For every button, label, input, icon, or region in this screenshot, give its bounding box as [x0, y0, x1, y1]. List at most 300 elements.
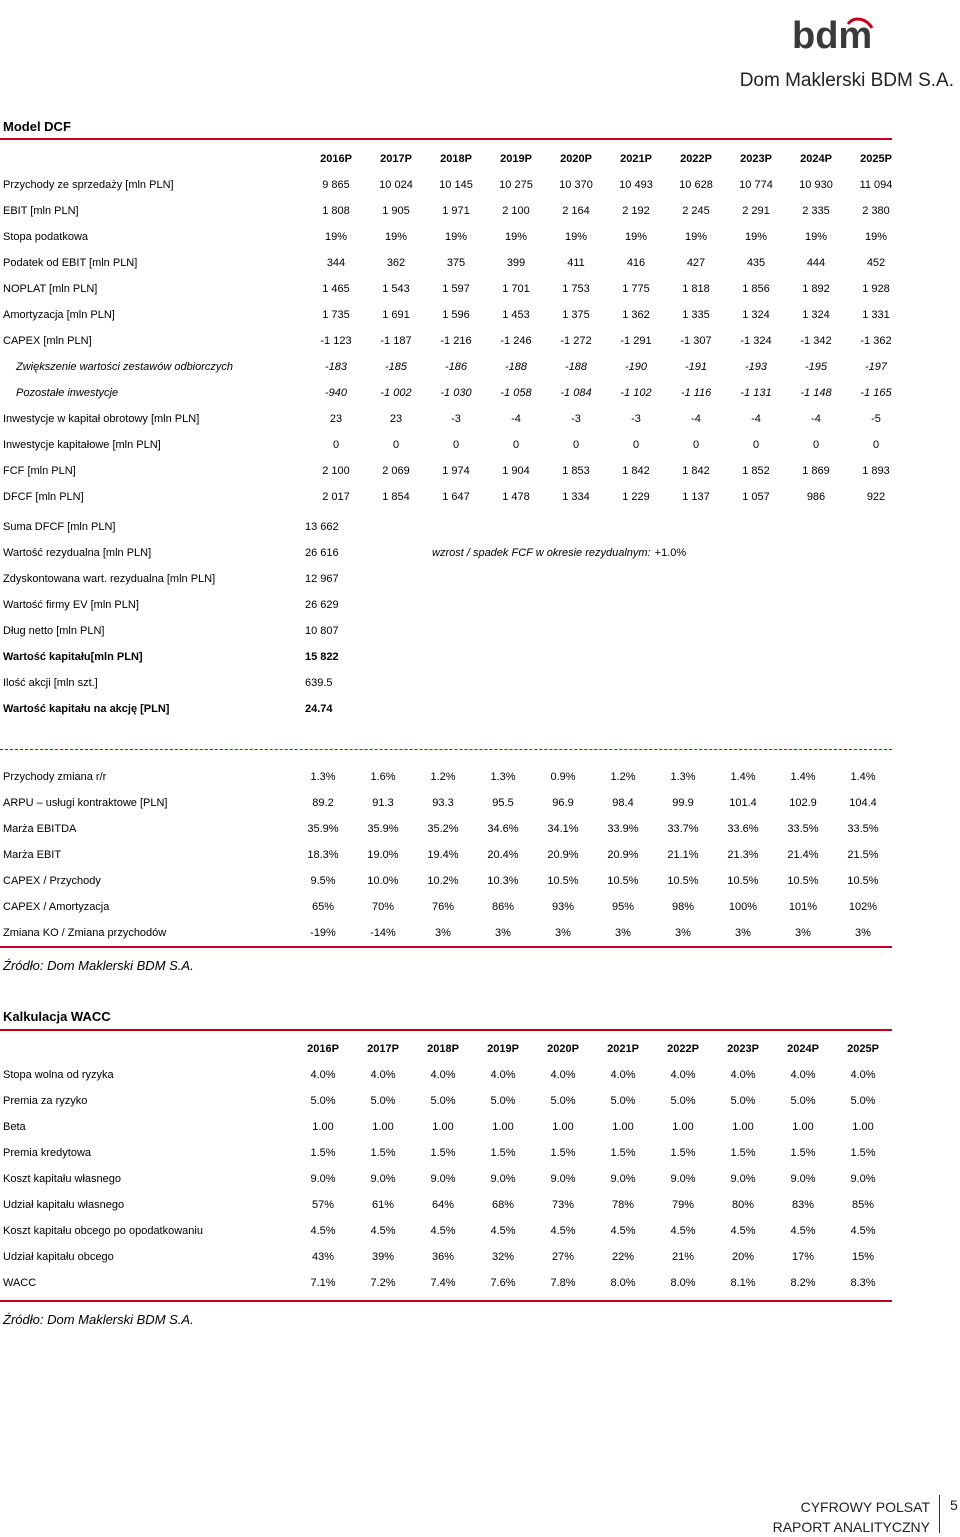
- row-value: 0: [632, 439, 640, 451]
- row-label: Premia kredytowa: [3, 1147, 92, 1159]
- dcf-ratios-table: [0, 764, 893, 946]
- row-value: 80%: [731, 1199, 755, 1211]
- table-row: [0, 816, 893, 842]
- row-value: 5.0%: [370, 1095, 396, 1107]
- row-value: 4.0%: [670, 1069, 696, 1081]
- row-value: 0: [392, 439, 400, 451]
- row-value: 9.0%: [790, 1173, 816, 1185]
- summary-label: Wartość kapitału na akcję [PLN]: [3, 703, 170, 715]
- row-value: 64%: [431, 1199, 455, 1211]
- row-value: -4: [811, 413, 821, 425]
- row-value: 1 465: [322, 283, 350, 295]
- row-value: 10.5%: [667, 875, 699, 887]
- year-header: 2020P: [560, 153, 592, 165]
- row-label: DFCF [mln PLN]: [3, 491, 84, 503]
- table-row: [0, 790, 893, 816]
- year-header: 2016P: [320, 153, 352, 165]
- summary-label: Wartość kapitału[mln PLN]: [3, 651, 143, 663]
- row-label: Koszt kapitału własnego: [3, 1173, 122, 1185]
- row-value: 34.1%: [547, 823, 579, 835]
- row-value: 10 024: [379, 179, 413, 191]
- row-value: -3: [571, 413, 581, 425]
- row-value: 1 701: [502, 283, 530, 295]
- table-row: [0, 1088, 893, 1114]
- row-value: 416: [626, 257, 646, 269]
- row-value: 9.0%: [370, 1173, 396, 1185]
- row-value: -1 123: [320, 335, 352, 347]
- row-value: 27%: [551, 1251, 575, 1263]
- row-label: ARPU – usługi kontraktowe [PLN]: [3, 797, 168, 809]
- row-value: 1 904: [502, 465, 530, 477]
- summary-row: [0, 670, 375, 696]
- row-value: 9.0%: [610, 1173, 636, 1185]
- row-value: 4.5%: [610, 1225, 636, 1237]
- row-value: 19%: [504, 231, 528, 243]
- row-label: Beta: [3, 1121, 26, 1133]
- row-value: 1.00: [732, 1121, 754, 1133]
- summary-row: [0, 644, 375, 670]
- row-value: 10 145: [439, 179, 473, 191]
- row-value: 1 854: [382, 491, 410, 503]
- row-value: -940: [324, 387, 348, 399]
- row-value: 78%: [611, 1199, 635, 1211]
- row-value: 0: [512, 439, 520, 451]
- row-value: 1.6%: [370, 771, 396, 783]
- row-value: 4.0%: [310, 1069, 336, 1081]
- row-value: 93.3: [432, 797, 454, 809]
- summary-value: 15 822: [305, 651, 339, 663]
- residual-growth-note: [432, 547, 686, 559]
- row-value: 1 869: [802, 465, 830, 477]
- table-row: [0, 432, 906, 458]
- header-empty-cell: [0, 146, 306, 172]
- row-value: -1 246: [500, 335, 532, 347]
- row-label: Udział kapitału obcego: [3, 1251, 114, 1263]
- summary-row: [0, 618, 375, 644]
- row-value: -1 148: [800, 387, 832, 399]
- row-value: 8.0%: [670, 1277, 696, 1289]
- row-label: CAPEX / Amortyzacja: [3, 901, 110, 913]
- row-value: 2 100: [322, 465, 350, 477]
- row-value: -188: [564, 361, 588, 373]
- row-value: 10.5%: [847, 875, 879, 887]
- row-label: CAPEX [mln PLN]: [3, 335, 92, 347]
- summary-value: 26 629: [305, 599, 339, 611]
- row-label: Inwestycje kapitałowe [mln PLN]: [3, 439, 161, 451]
- row-value: 4.5%: [730, 1225, 756, 1237]
- row-value: 32%: [491, 1251, 515, 1263]
- row-label: Udział kapitału własnego: [3, 1199, 125, 1211]
- row-value: 1.4%: [790, 771, 816, 783]
- summary-label: Wartość rezydualna [mln PLN]: [3, 547, 152, 559]
- row-value: 9.0%: [730, 1173, 756, 1185]
- row-value: 1 453: [502, 309, 530, 321]
- table-row: [0, 250, 906, 276]
- table-row: [0, 1218, 893, 1244]
- year-header: 2019P: [500, 153, 532, 165]
- row-value: 33.5%: [787, 823, 819, 835]
- row-value: 2 164: [562, 205, 590, 217]
- summary-row: [0, 540, 375, 566]
- row-value: 23: [389, 413, 403, 425]
- row-value: 21.3%: [727, 849, 759, 861]
- row-value: 1 324: [802, 309, 830, 321]
- row-value: 76%: [431, 901, 455, 913]
- year-header: 2021P: [620, 153, 652, 165]
- row-value: 427: [686, 257, 706, 269]
- wacc-table: [0, 1036, 893, 1296]
- dcf-summary-table: [0, 514, 375, 722]
- row-value: -5: [871, 413, 881, 425]
- row-value: 10.5%: [727, 875, 759, 887]
- row-value: 3%: [435, 927, 451, 939]
- row-value: 1.5%: [430, 1147, 456, 1159]
- row-value: 19%: [444, 231, 468, 243]
- row-value: 1 324: [742, 309, 770, 321]
- row-value: 68%: [491, 1199, 515, 1211]
- row-value: 93%: [551, 901, 575, 913]
- row-value: -1 116: [680, 387, 712, 399]
- row-value: 10 628: [679, 179, 713, 191]
- row-value: 1.2%: [430, 771, 456, 783]
- row-value: 98.4: [612, 797, 634, 809]
- row-value: 10.2%: [427, 875, 459, 887]
- row-value: 4.5%: [490, 1225, 516, 1237]
- row-value: 1 818: [682, 283, 710, 295]
- row-value: 9 865: [322, 179, 350, 191]
- row-value: 95%: [611, 901, 635, 913]
- row-label: NOPLAT [mln PLN]: [3, 283, 98, 295]
- table-row: [0, 1140, 893, 1166]
- row-label: Inwestycje w kapitał obrotowy [mln PLN]: [3, 413, 200, 425]
- row-value: -1 291: [620, 335, 652, 347]
- row-value: 10 774: [739, 179, 773, 191]
- row-value: -19%: [310, 927, 336, 939]
- year-header: 2018P: [427, 1043, 459, 1055]
- row-value: 986: [806, 491, 826, 503]
- row-value: 34.6%: [487, 823, 519, 835]
- year-header: 2025P: [847, 1043, 879, 1055]
- summary-value: 24.74: [305, 703, 333, 715]
- row-value: 5.0%: [430, 1095, 456, 1107]
- row-value: 5.0%: [550, 1095, 576, 1107]
- row-value: 1.5%: [850, 1147, 876, 1159]
- row-value: -3: [451, 413, 461, 425]
- row-value: 7.6%: [490, 1277, 516, 1289]
- row-value: -1 342: [800, 335, 832, 347]
- row-value: 5.0%: [730, 1095, 756, 1107]
- row-value: 65%: [311, 901, 335, 913]
- dcf-table: [0, 146, 906, 510]
- summary-value: 639.5: [305, 677, 333, 689]
- row-label: Przychody ze sprzedaży [mln PLN]: [3, 179, 174, 191]
- summary-row: [0, 696, 375, 722]
- row-value: 19%: [864, 231, 888, 243]
- row-value: 19%: [684, 231, 708, 243]
- row-value: 19.0%: [367, 849, 399, 861]
- table-row: [0, 302, 906, 328]
- brand-logo: [700, 14, 958, 91]
- row-value: -1 272: [560, 335, 592, 347]
- row-value: 79%: [671, 1199, 695, 1211]
- row-value: 0: [872, 439, 880, 451]
- row-value: 33.7%: [667, 823, 699, 835]
- row-value: 344: [326, 257, 346, 269]
- summary-label: Dług netto [mln PLN]: [3, 625, 105, 637]
- row-value: 8.3%: [850, 1277, 876, 1289]
- row-value: 1.00: [672, 1121, 694, 1133]
- row-value: 3%: [495, 927, 511, 939]
- row-value: -4: [691, 413, 701, 425]
- row-value: -3: [631, 413, 641, 425]
- row-value: 4.5%: [430, 1225, 456, 1237]
- row-value: 89.2: [312, 797, 334, 809]
- row-label: FCF [mln PLN]: [3, 465, 76, 477]
- row-value: 1.5%: [610, 1147, 636, 1159]
- row-value: 9.0%: [550, 1173, 576, 1185]
- row-value: 18.3%: [307, 849, 339, 861]
- row-label: Zmiana KO / Zmiana przychodów: [3, 927, 167, 939]
- row-value: 102.9: [789, 797, 817, 809]
- row-value: 452: [866, 257, 886, 269]
- row-value: 9.0%: [430, 1173, 456, 1185]
- row-value: -1 084: [560, 387, 592, 399]
- row-label: Amortyzacja [mln PLN]: [3, 309, 115, 321]
- dcf-bottom-rule: [0, 946, 892, 948]
- row-value: 8.1%: [730, 1277, 756, 1289]
- row-value: 5.0%: [490, 1095, 516, 1107]
- row-value: 9.5%: [310, 875, 336, 887]
- row-value: 1.3%: [310, 771, 336, 783]
- row-value: 23: [329, 413, 343, 425]
- row-value: 9.0%: [670, 1173, 696, 1185]
- row-value: 435: [746, 257, 766, 269]
- row-value: -1 002: [380, 387, 412, 399]
- wacc-title-rule: [0, 1029, 892, 1031]
- row-value: 22%: [611, 1251, 635, 1263]
- footer-divider: [939, 1495, 940, 1533]
- row-value: 9.0%: [310, 1173, 336, 1185]
- table-row: [0, 764, 893, 790]
- row-value: -14%: [370, 927, 396, 939]
- row-value: -1 362: [860, 335, 892, 347]
- row-value: 1.3%: [490, 771, 516, 783]
- row-value: 4.0%: [550, 1069, 576, 1081]
- year-header: 2023P: [740, 153, 772, 165]
- row-value: -1 058: [500, 387, 532, 399]
- row-value: 83%: [791, 1199, 815, 1211]
- row-value: 91.3: [372, 797, 394, 809]
- row-value: -188: [504, 361, 528, 373]
- table-row: [0, 198, 906, 224]
- row-value: 20.9%: [547, 849, 579, 861]
- row-value: 7.8%: [550, 1277, 576, 1289]
- summary-label: Zdyskontowana wart. rezydualna [mln PLN]: [3, 573, 216, 585]
- row-value: 20.4%: [487, 849, 519, 861]
- row-value: 1 335: [682, 309, 710, 321]
- header-empty-cell: [0, 1036, 293, 1062]
- row-value: 0: [452, 439, 460, 451]
- residual-growth-label: wzrost / spadek FCF w okresie rezydualnym:: [432, 547, 651, 559]
- page-footer: [773, 1497, 930, 1537]
- row-value: 10 493: [619, 179, 653, 191]
- row-value: 86%: [491, 901, 515, 913]
- row-value: 1.00: [792, 1121, 814, 1133]
- row-value: 1.00: [372, 1121, 394, 1133]
- row-value: 10.5%: [547, 875, 579, 887]
- row-value: 70%: [371, 901, 395, 913]
- row-value: 1 334: [562, 491, 590, 503]
- row-value: 21.1%: [667, 849, 699, 861]
- row-value: 411: [567, 257, 585, 269]
- row-value: 0: [812, 439, 820, 451]
- row-value: 39%: [371, 1251, 395, 1263]
- row-value: 4.5%: [310, 1225, 336, 1237]
- row-value: 33.5%: [847, 823, 879, 835]
- row-value: 4.0%: [790, 1069, 816, 1081]
- wacc-source: Źródło: Dom Maklerski BDM S.A.: [3, 1312, 194, 1327]
- row-value: 19%: [804, 231, 828, 243]
- row-value: 1 137: [682, 491, 710, 503]
- row-value: 1 478: [502, 491, 530, 503]
- row-value: 4.5%: [790, 1225, 816, 1237]
- row-value: 1 892: [802, 283, 830, 295]
- year-header: 2017P: [367, 1043, 399, 1055]
- logo-mark: bdm: [792, 15, 873, 54]
- summary-row: [0, 566, 375, 592]
- row-value: 1 928: [862, 283, 890, 295]
- row-label: Zwiększenie wartości zestawów odbiorczych: [16, 361, 234, 373]
- row-label: Pozostałe inwestycje: [16, 387, 119, 399]
- row-value: 17%: [791, 1251, 815, 1263]
- row-value: 19%: [624, 231, 648, 243]
- row-value: 1 691: [382, 309, 410, 321]
- row-label: Stopa podatkowa: [3, 231, 89, 243]
- row-value: 1 971: [442, 205, 470, 217]
- year-header: 2016P: [307, 1043, 339, 1055]
- row-value: 104.4: [849, 797, 877, 809]
- row-label: Marża EBIT: [3, 849, 62, 861]
- row-value: 1 842: [622, 465, 650, 477]
- summary-value: 26 616: [305, 547, 339, 559]
- row-value: 85%: [851, 1199, 875, 1211]
- row-value: 10 370: [559, 179, 593, 191]
- row-value: 8.0%: [610, 1277, 636, 1289]
- year-header: 2019P: [487, 1043, 519, 1055]
- row-value: 33.6%: [727, 823, 759, 835]
- wacc-bottom-rule: [0, 1300, 892, 1302]
- row-value: -1 216: [440, 335, 472, 347]
- year-header: 2021P: [607, 1043, 639, 1055]
- summary-label: Wartość firmy EV [mln PLN]: [3, 599, 139, 611]
- row-label: EBIT [mln PLN]: [3, 205, 79, 217]
- row-value: 4.0%: [730, 1069, 756, 1081]
- row-value: 10.5%: [607, 875, 639, 887]
- table-row: [0, 406, 906, 432]
- row-value: 1.3%: [670, 771, 696, 783]
- table-row: [0, 380, 906, 406]
- row-value: 99.9: [672, 797, 694, 809]
- row-value: 2 017: [322, 491, 350, 503]
- row-value: 1 375: [562, 309, 590, 321]
- summary-value: 13 662: [305, 521, 339, 533]
- row-value: 1 753: [562, 283, 590, 295]
- row-value: 1 543: [382, 283, 410, 295]
- row-value: 1 362: [622, 309, 650, 321]
- table-row: [0, 894, 893, 920]
- row-value: 0: [332, 439, 340, 451]
- row-value: 57%: [311, 1199, 335, 1211]
- row-label: CAPEX / Przychody: [3, 875, 101, 887]
- row-value: 1 331: [862, 309, 890, 321]
- row-value: 375: [446, 257, 466, 269]
- row-value: 21%: [671, 1251, 695, 1263]
- row-value: 101.4: [729, 797, 757, 809]
- year-header: 2018P: [440, 153, 472, 165]
- row-value: 444: [806, 257, 826, 269]
- year-header: 2022P: [667, 1043, 699, 1055]
- table-row: [0, 1192, 893, 1218]
- row-value: 4.5%: [550, 1225, 576, 1237]
- row-value: -1 165: [860, 387, 892, 399]
- row-value: 1 229: [622, 491, 650, 503]
- table-row: [0, 328, 906, 354]
- row-value: 1 853: [562, 465, 590, 477]
- row-value: 1.00: [312, 1121, 334, 1133]
- row-value: 3%: [615, 927, 631, 939]
- row-value: 19.4%: [427, 849, 459, 861]
- table-header-row: [0, 1036, 893, 1062]
- table-row: [0, 1166, 893, 1192]
- row-value: 102%: [848, 901, 878, 913]
- row-value: 3%: [735, 927, 751, 939]
- row-value: 0: [752, 439, 760, 451]
- summary-value: 10 807: [305, 625, 339, 637]
- row-value: 1.00: [432, 1121, 454, 1133]
- row-value: 36%: [431, 1251, 455, 1263]
- row-value: 2 291: [742, 205, 770, 217]
- row-value: -4: [751, 413, 761, 425]
- row-value: 20%: [731, 1251, 755, 1263]
- dcf-source: Źródło: Dom Maklerski BDM S.A.: [3, 958, 194, 973]
- row-value: 8.2%: [790, 1277, 816, 1289]
- row-value: -1 030: [440, 387, 472, 399]
- summary-label: Ilość akcji [mln szt.]: [3, 677, 98, 689]
- row-value: 0.9%: [550, 771, 576, 783]
- row-value: 1 852: [742, 465, 770, 477]
- row-value: 10.0%: [367, 875, 399, 887]
- row-value: 0: [572, 439, 580, 451]
- row-value: -1 324: [740, 335, 772, 347]
- row-value: -197: [864, 361, 888, 373]
- row-value: -1 131: [740, 387, 772, 399]
- year-header: 2020P: [547, 1043, 579, 1055]
- row-value: 35.9%: [367, 823, 399, 835]
- row-value: 101%: [788, 901, 818, 913]
- row-value: 43%: [311, 1251, 335, 1263]
- table-row: [0, 1244, 893, 1270]
- summary-row: [0, 514, 375, 540]
- row-value: 1.00: [852, 1121, 874, 1133]
- table-row: [0, 868, 893, 894]
- row-value: 3%: [855, 927, 871, 939]
- table-row: [0, 458, 906, 484]
- row-value: 4.0%: [850, 1069, 876, 1081]
- table-row: [0, 354, 906, 380]
- row-value: 1 775: [622, 283, 650, 295]
- row-value: 96.9: [552, 797, 574, 809]
- row-value: 33.9%: [607, 823, 639, 835]
